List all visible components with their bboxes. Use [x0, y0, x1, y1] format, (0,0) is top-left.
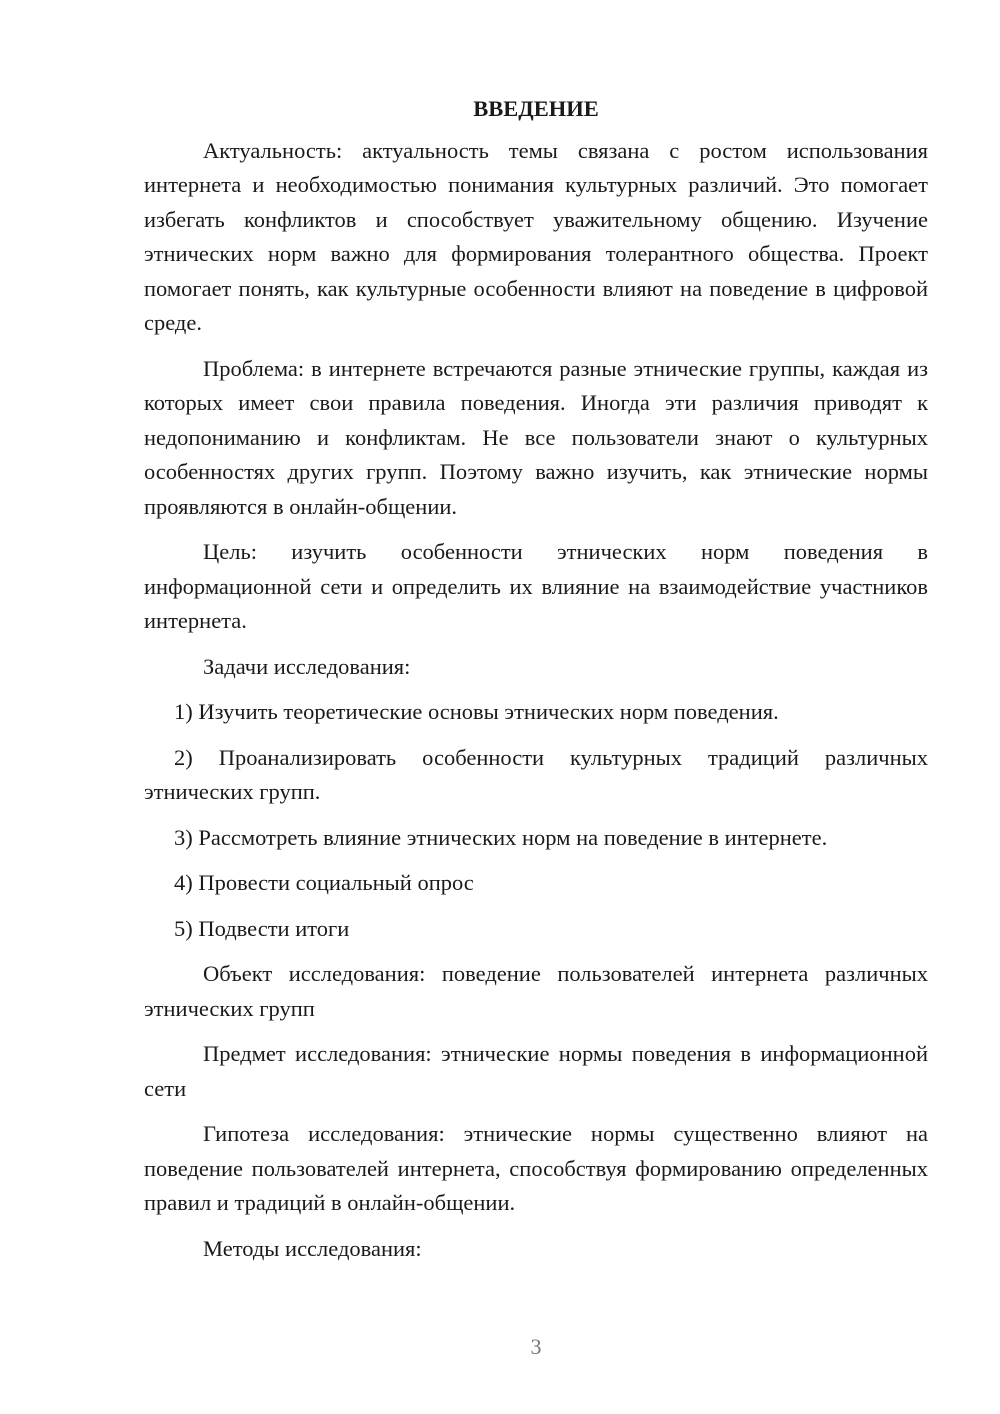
- methods-heading: Методы исследования:: [203, 1235, 422, 1261]
- problem-paragraph: Проблема: в интернете встречаются разные этнические группы, каждая из которых имеет свои правила поведения. Иногда эти различия приводят к недопониманию и конфликтам. Не все пользователи знают о культурных особенностях других групп. Поэтому важно изучить, как этнические нормы проявляются в онлайн-общении.: [144, 355, 928, 519]
- document-page: [144, 92, 928, 1277]
- page-number: 3: [530, 1334, 542, 1359]
- relevance-paragraph: Актуальность: актуальность темы связана с ростом использования интернета и необходимостью понимания культурных различий. Это помогает избегать конфликтов и способствует уважительному общению. Изучение этнических норм важно для формирования толерантного общества. Проект помогает понять, как культурные особенности влияют на поведение в цифровой среде.: [144, 137, 928, 335]
- hypothesis-paragraph: Гипотеза исследования: этнические нормы существенно влияют на поведение пользователей интернета, способствуя формированию определенных правил и традиций в онлайн-общении.: [144, 1121, 928, 1215]
- task-item: 2) Проанализировать особенности культурных традиций различных этнических групп.: [144, 744, 928, 804]
- object-paragraph: Объект исследования: поведение пользователей интернета различных этнических групп: [144, 961, 928, 1021]
- task-item: 5) Подвести итоги: [174, 915, 350, 941]
- tasks-heading: Задачи исследования:: [203, 653, 411, 679]
- goal-paragraph: Цель: изучить особенности этнических норм поведения в информационной сети и определить их влияние на взаимодействие участников интернета.: [144, 539, 928, 633]
- task-item: 1) Изучить теоретические основы этнических норм поведения.: [174, 699, 779, 724]
- section-title: ВВЕДЕНИЕ: [473, 96, 599, 121]
- task-item: 3) Рассмотреть влияние этнических норм на поведение в интернете.: [174, 824, 828, 850]
- task-item: 4) Провести социальный опрос: [174, 870, 474, 895]
- subject-paragraph: Предмет исследования: этнические нормы поведения в информационной сети: [144, 1041, 928, 1101]
